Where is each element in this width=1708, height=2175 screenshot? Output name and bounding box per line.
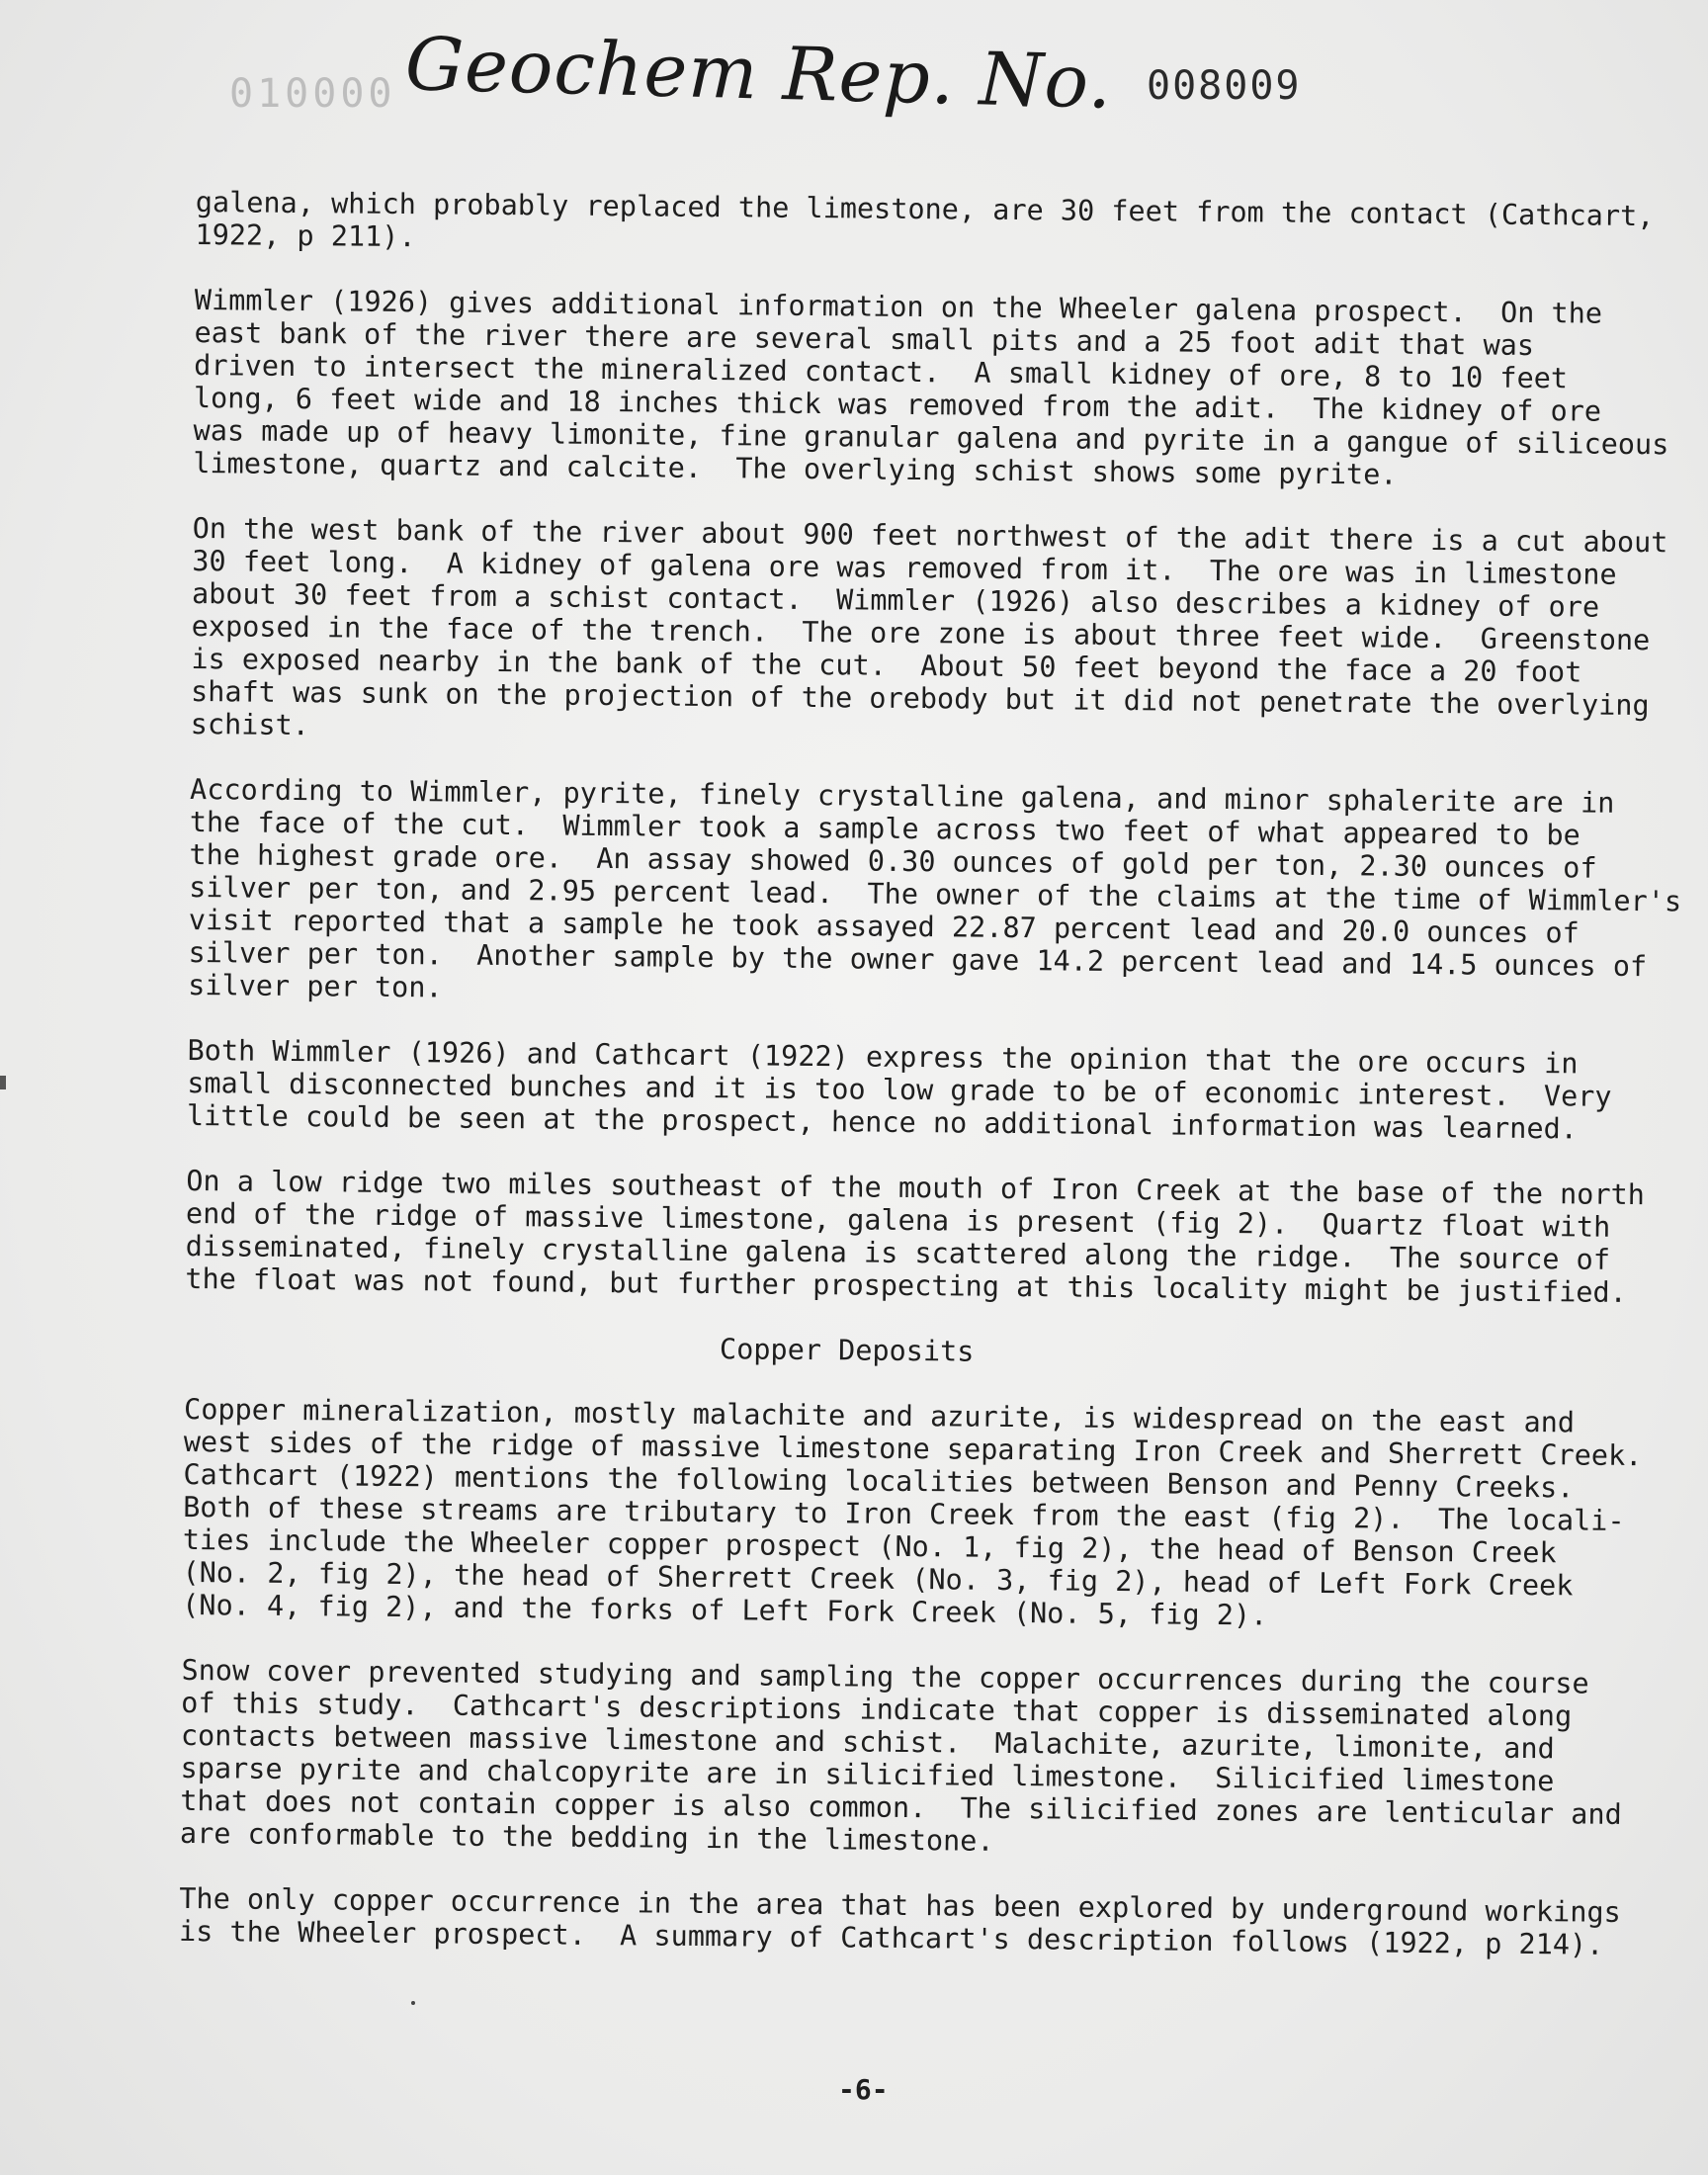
paragraph-snow-cover: Snow cover prevented studying and sampling the copper occurrences during the course of this study. Cathcart's descriptions indicate that copper is disseminated along contacts between massive limestone and schist. Malachite, azurite, limonite, and sparse pyrite and chalcopyrite are in silicified limestone. Silicified limestone that does not contain copper is also common. The silicified zones are lenticular and are conformable to the bedding in the limestone. — [179, 1653, 1622, 1858]
stamp-number-suffix: 008009 — [1147, 63, 1302, 109]
page-number: -6- — [838, 2073, 889, 2106]
scan-speck — [411, 2001, 415, 2005]
document-body — [178, 186, 1682, 1994]
paragraph-low-ridge-galena: On a low ridge two miles southeast of the mouth of Iron Creek at the base of the north end of the ridge of massive limestone, galena is present (fig 2). Quartz float with disseminated, finely crystalline galena is scattered along the ridge. The source of the float was not found, but further prospecting at this locality might be justified. — [185, 1164, 1646, 1309]
paragraph-wheeler-prospect: Wimmler (1926) gives additional information on the Wheeler galena prospect. On the east bank of the river there are several small pits and a 25 foot adit that was driven to intersect the mineralized contact. A small kidney of ore, 8 to 10 feet long, 6 feet wide and 18 inches thick was removed from the adit. The kidney of ore was made up of heavy limonite, fine granular galena and pyrite in a gangue of siliceous limestone, quartz and calcite. The overlying schist shows some pyrite. — [193, 283, 1669, 491]
paragraph-assay-results: According to Wimmler, pyrite, finely crystalline galena, and minor sphalerite are in the face of the cut. Wimmler took a sample across two feet of what appeared to be the highest grade ore. An assay showed 0.30 ounces of gold per ton, 2.30 ounces of silver per ton, and 2.95 percent lead. The owner of the claims at the time of Wimmler's visit reported that a sample he took assayed 22.87 percent lead and 20.0 ounces of silver per ton. Another sample by the owner gave 14.2 percent lead and 14.5 ounces of silver per ton. — [188, 772, 1682, 1004]
stamp-number-prefix: 010000 — [229, 71, 396, 117]
scan-edge-mark — [0, 1076, 6, 1089]
handwritten-title: Geochem Rep. No. — [403, 22, 1114, 126]
paragraph-wheeler-underground: The only copper occurrence in the area that has been explored by underground workings is the Wheeler prospect. A summary of Cathcart's description follows (1922, p 214). — [178, 1881, 1621, 1961]
paragraph-ore-opinion: Both Wimmler (1926) and Cathcart (1922) express the opinion that the ore occurs in small disconnected bunches and it is too low grade to be of economic interest. Very little could be seen at the prospect, hence no additional information was learned. — [186, 1033, 1612, 1146]
section-heading-copper-deposits: Copper Deposits — [719, 1333, 975, 1368]
paragraph-copper-localities: Copper mineralization, mostly malachite and azurite, is widespread on the east and west sides of the ridge of massive limestone separating Iron Creek and Sherrett Creek. Cathcart (1922) mentions the following localities between Benson and Penny Creeks. Both of these streams are tributary to Iron Creek from the east (fig 2). The locali- ties include the Wheeler copper prospect (No. 1, fig 2), the head of Benson Creek (No. 2, fig 2), the head of Sherrett Creek (No. 3, fig 2), head of Left Fork Creek (No. 4, fig 2), and the forks of Left Fork Creek (No. 5, fig 2). — [182, 1392, 1643, 1632]
paragraph-west-bank-cut: On the west bank of the river about 900 feet northwest of the adit there is a cut about 30 feet long. A kidney of galena ore was removed from it. The ore was in limestone about 30 feet from a schist contact. Wimmler (1926) also describes a kidney of ore exposed in the face of the trench. The ore zone is about three feet wide. Greenstone is exposed nearby in the bank of the cut. About 50 feet beyond the face a 20 foot shaft was sunk on the projection of the orebody but it did not penetrate the overlying schist. — [190, 511, 1668, 742]
paragraph-galena-contact: galena, which probably replaced the limestone, are 30 feet from the contact (Cathcart, 1922, p 211). — [195, 186, 1655, 254]
